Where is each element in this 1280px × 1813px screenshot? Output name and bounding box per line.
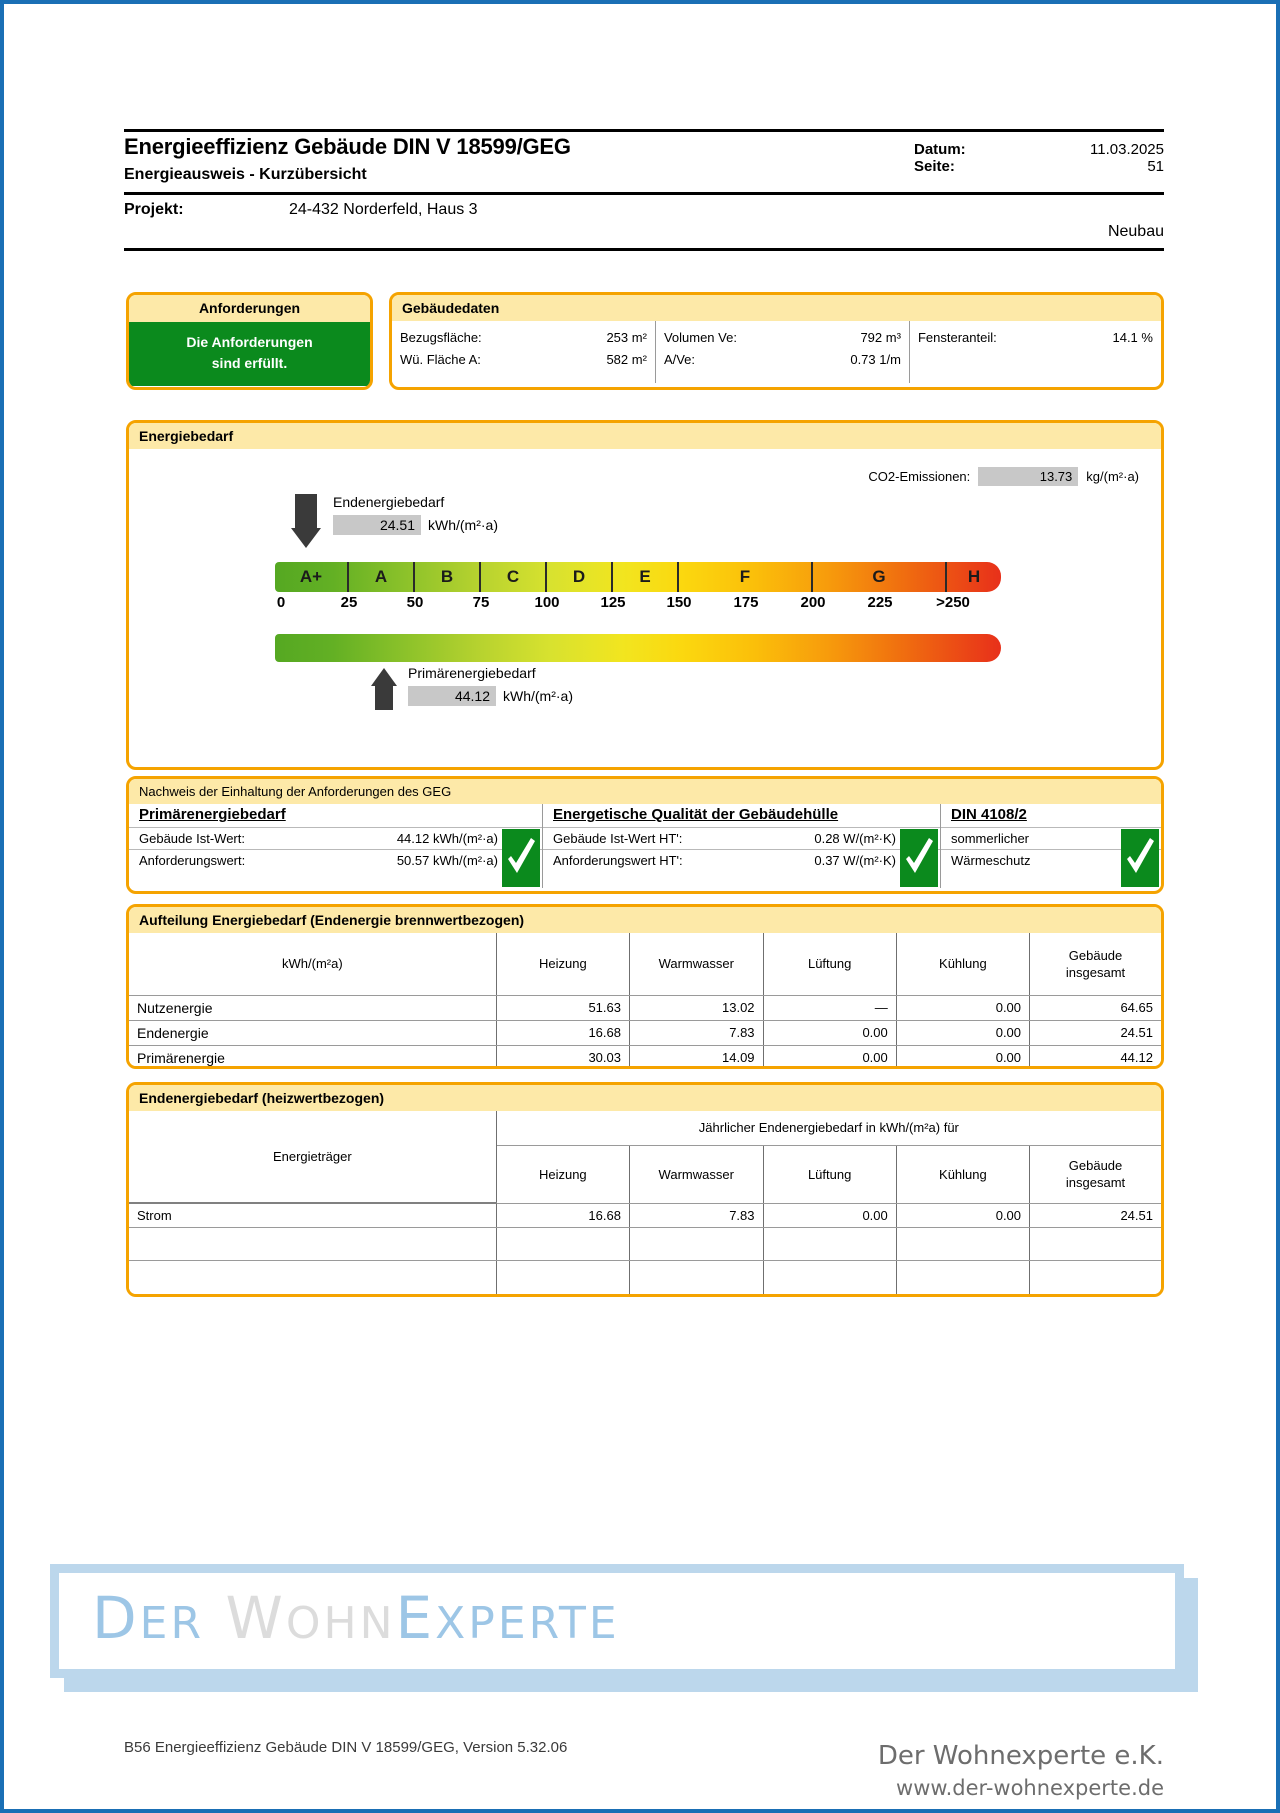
band-g: G: [813, 562, 947, 592]
split-row-primaerenergie-label: Primärenergie: [129, 1045, 496, 1069]
footer-version-text: B56 Energieeffizienz Gebäude DIN V 18599/GEG, Version 5.32.06: [124, 1739, 568, 1756]
split-primaerenergie-lueftung: 0.00: [763, 1045, 896, 1069]
page-number: 51: [1147, 158, 1164, 175]
co2-value: 13.73: [978, 467, 1078, 486]
geg-col2-row: [543, 827, 940, 849]
geg-col1-row2-number: 50.57: [396, 853, 430, 868]
split-endenergie-heizung: 16.68: [496, 1020, 629, 1045]
final-energy-span-header: Jährlicher Endenergiebedarf in kWh/(m²a) für: [496, 1111, 1161, 1145]
geg-col1-row2-label: Anforderungswert:: [139, 853, 246, 868]
geg-column-envelope-quality: [543, 804, 941, 888]
split-endenergie-warmwasser: 7.83: [629, 1020, 763, 1045]
split-primaerenergie-gesamt: 44.12: [1120, 1050, 1153, 1065]
final-col-lueftung: Lüftung: [763, 1145, 896, 1203]
geg-col1-row1-number: 44.12: [396, 831, 430, 846]
page-row: [914, 158, 1164, 175]
endenergie-label: Endenergiebedarf: [333, 494, 445, 510]
tick-25: 25: [340, 594, 358, 611]
final-empty2-warmwasser: [629, 1261, 763, 1294]
date-row: [914, 141, 1164, 158]
co2-emissions-row: [129, 449, 1161, 486]
split-nutzenergie-lueftung: —: [763, 995, 896, 1020]
building-data-column-1: [392, 321, 656, 383]
geg-col2-row2-number: 0.37: [814, 853, 840, 868]
table-header-row: [129, 933, 1161, 995]
split-nutzenergie-heizung: 51.63: [496, 995, 629, 1020]
geg-col2-row1-label: Gebäude Ist-Wert HT':: [553, 831, 683, 846]
date-label: Datum:: [914, 141, 966, 158]
requirements-panel: [126, 292, 373, 390]
co2-unit: kg/(m²·a): [1086, 469, 1139, 484]
band-a: A: [349, 562, 415, 592]
endenergie-arrow-head-icon: [291, 528, 321, 548]
final-empty1-warmwasser: [629, 1228, 763, 1261]
table-row: [129, 995, 1161, 1020]
wue-flaeche-number: 582: [606, 352, 629, 367]
split-col-total: [1030, 933, 1161, 995]
geg-col1-title: Primärenergiebedarf: [139, 806, 286, 823]
logo-ohn: OHN: [285, 1598, 396, 1649]
split-row-endenergie-label: Endenergie: [129, 1020, 496, 1045]
geg-col3-row1: sommerlicher: [941, 827, 1161, 849]
final-empty2-kuehlung: [896, 1261, 1029, 1294]
primaerenergie-arrow-shaft: [375, 684, 393, 710]
table-row: [129, 1228, 1161, 1261]
final-empty1-kuehlung: [896, 1228, 1029, 1261]
final-row-empty2-label: [129, 1261, 496, 1294]
project-label: Projekt:: [124, 201, 184, 218]
building-data-row: [918, 327, 1153, 349]
company-logo-watermark: [50, 1564, 1198, 1692]
efficiency-bar-bottom: [275, 634, 1001, 662]
tick-50: 50: [406, 594, 424, 611]
ave-unit: 1/m: [879, 352, 901, 367]
final-row-empty1-label: [129, 1228, 496, 1261]
table-row: [129, 1203, 1161, 1228]
efficiency-band-labels: [275, 562, 1001, 592]
bezugsflaeche-unit: m²: [631, 330, 647, 345]
document-footer: [124, 1739, 1164, 1803]
final-strom-heizung: 16.68: [496, 1203, 629, 1228]
ave-value: [850, 349, 901, 371]
date-value: 11.03.2025: [1090, 141, 1164, 158]
geg-column-din-4108: [941, 804, 1161, 888]
logo-e: E: [395, 1584, 436, 1652]
table-row: [129, 1020, 1161, 1045]
ave-label: A/Ve:: [663, 352, 696, 367]
band-h: H: [967, 567, 981, 586]
split-endenergie-lueftung: 0.00: [763, 1020, 896, 1045]
final-empty1-gesamt: [1030, 1228, 1161, 1261]
building-data-row: [400, 327, 647, 349]
band-a-plus: A+: [275, 562, 349, 592]
table-row: [129, 1045, 1161, 1069]
fensteranteil-label: Fensteranteil:: [917, 330, 997, 345]
final-energy-table: [129, 1111, 1161, 1294]
final-empty2-gesamt: [1030, 1261, 1161, 1294]
split-col-heizung: Heizung: [496, 933, 629, 995]
split-col-total-line2: insgesamt: [1065, 964, 1126, 980]
energy-efficiency-scale: [275, 494, 1015, 704]
geg-col1-row2-value: [397, 850, 498, 871]
volumen-label: Volumen Ve:: [663, 330, 737, 345]
geg-compliance-panel: [126, 776, 1164, 894]
page-title: Energieeffizienz Gebäude DIN V 18599/GEG: [124, 134, 571, 159]
project-row: [124, 195, 1164, 219]
fensteranteil-value: [1112, 327, 1153, 349]
final-empty2-heizung: [496, 1261, 629, 1294]
geg-col2-checkmark-icon: [900, 829, 938, 887]
energy-split-table: [129, 933, 1161, 1069]
wue-flaeche-value: [606, 349, 647, 371]
final-energy-title: Endenergiebedarf (heizwertbezogen): [129, 1085, 1161, 1111]
primaerenergie-unit: kWh/(m²·a): [503, 688, 573, 704]
split-nutzenergie-gesamt: 64.65: [1030, 995, 1161, 1020]
logo-er: ER: [139, 1598, 205, 1649]
tick-250: >250: [936, 594, 970, 611]
final-strom-kuehlung: 0.00: [896, 1203, 1029, 1228]
band-e: E: [613, 562, 679, 592]
geg-col1-row: [129, 849, 542, 871]
building-data-row: [664, 349, 901, 371]
tick-125: 125: [600, 594, 626, 611]
building-data-title: Gebäudedaten: [392, 295, 1161, 321]
fensteranteil-number: 14.1: [1112, 330, 1138, 345]
split-col-kuehlung: Kühlung: [896, 933, 1029, 995]
geg-col1-row1-unit: kWh/(m²·a): [433, 831, 498, 846]
split-endenergie-kuehlung: 0.00: [896, 1020, 1029, 1045]
co2-label: CO2-Emissionen:: [868, 469, 971, 484]
requirements-title: Anforderungen: [129, 295, 370, 322]
geg-column-primary-energy: [129, 804, 543, 888]
efficiency-scale-ticks: [275, 594, 1015, 618]
header-title-row: [124, 132, 1164, 188]
page-subtitle: Energieausweis - Kurzübersicht: [124, 166, 367, 183]
band-f: F: [679, 562, 813, 592]
final-empty2-lueftung: [763, 1261, 896, 1294]
geg-col1-checkmark-icon: [502, 829, 540, 887]
tick-200: 200: [800, 594, 826, 611]
logo-d: D: [92, 1584, 140, 1652]
split-unit-header: kWh/(m²a): [129, 933, 496, 995]
geg-col3-checkmark-icon: [1121, 829, 1159, 887]
header-rule-bottom: [124, 248, 1164, 251]
primaerenergie-label: Primärenergiebedarf: [408, 665, 536, 681]
wue-flaeche-unit: m²: [631, 352, 647, 367]
final-col-total-line2: insgesamt: [1065, 1175, 1126, 1190]
geg-col1-row: [129, 827, 542, 849]
split-endenergie-gesamt: 24.51: [1030, 1020, 1161, 1045]
final-col-warmwasser: Warmwasser: [629, 1145, 763, 1203]
primaerenergie-annotation: [408, 665, 573, 706]
final-col-total: [1030, 1145, 1161, 1203]
geg-compliance-body: [129, 804, 1161, 888]
volumen-unit: m³: [885, 330, 901, 345]
volumen-number: 792: [860, 330, 883, 345]
logo-xperte: XPERTE: [435, 1598, 620, 1649]
final-col-heizung: Heizung: [496, 1145, 629, 1203]
tick-225: 225: [867, 594, 893, 611]
geg-col2-row2-unit: W/(m²·K): [843, 853, 896, 868]
building-data-body: [392, 321, 1161, 383]
final-energy-carrier-header: Energieträger: [129, 1111, 496, 1203]
geg-col3-title: DIN 4108/2: [951, 806, 1027, 823]
logo-w: W: [225, 1584, 286, 1652]
band-c: C: [481, 562, 547, 592]
building-data-column-2: [656, 321, 910, 383]
final-col-total-line1: Gebäude: [1068, 1158, 1123, 1173]
table-row: [129, 1261, 1161, 1294]
geg-col1-row1-label: Gebäude Ist-Wert:: [139, 831, 245, 846]
geg-col2-row1-number: 0.28: [814, 831, 840, 846]
geg-col2-row1-unit: W/(m²·K): [843, 831, 896, 846]
endenergie-arrow-shaft: [295, 494, 317, 528]
split-row-nutzenergie-label: Nutzenergie: [129, 995, 496, 1020]
document-header: [124, 129, 1164, 251]
wue-flaeche-label: Wü. Fläche A:: [400, 352, 481, 367]
tick-150: 150: [666, 594, 692, 611]
geg-col2-row1-value: [814, 828, 896, 849]
footer-website-url[interactable]: www.der-wohnexperte.de: [896, 1776, 1164, 1800]
requirements-status-line2: sind erfüllt.: [211, 355, 288, 371]
table-header-row-span: [129, 1111, 1161, 1145]
energy-split-title: Aufteilung Energiebedarf (Endenergie brennwertbezogen): [129, 907, 1161, 933]
endenergie-value: 24.51: [333, 515, 421, 535]
final-empty1-lueftung: [763, 1228, 896, 1261]
logo-text: [92, 1584, 620, 1652]
final-energy-panel: [126, 1082, 1164, 1297]
split-nutzenergie-kuehlung: 0.00: [896, 995, 1029, 1020]
split-col-lueftung: Lüftung: [763, 933, 896, 995]
final-strom-lueftung: 0.00: [763, 1203, 896, 1228]
primaerenergie-value: 44.12: [408, 686, 496, 706]
energy-split-panel: [126, 904, 1164, 1069]
endenergie-unit: kWh/(m²·a): [428, 517, 498, 533]
final-strom-gesamt: 24.51: [1030, 1203, 1161, 1228]
split-primaerenergie-heizung: 30.03: [496, 1045, 629, 1069]
band-d: D: [547, 562, 613, 592]
band-b: B: [415, 562, 481, 592]
final-col-kuehlung: Kühlung: [896, 1145, 1029, 1203]
tick-175: 175: [733, 594, 759, 611]
building-data-column-3: [910, 321, 1161, 383]
fensteranteil-unit: %: [1141, 330, 1153, 345]
tick-0: 0: [276, 594, 286, 611]
building-data-panel: [389, 292, 1164, 390]
header-meta: [914, 141, 1164, 175]
requirements-status-badge: [129, 322, 370, 386]
footer-company-block: [878, 1739, 1164, 1803]
bezugsflaeche-number: 253: [606, 330, 629, 345]
footer-company-name: Der Wohnexperte e.K.: [877, 1741, 1164, 1771]
endenergie-annotation: [333, 494, 498, 535]
tick-75: 75: [472, 594, 490, 611]
geg-col1-row1-value: [397, 828, 498, 849]
building-data-row: [400, 349, 647, 371]
split-primaerenergie-kuehlung: 0.00: [896, 1045, 1029, 1069]
tick-100: 100: [534, 594, 560, 611]
bezugsflaeche-label: Bezugsfläche:: [400, 330, 482, 345]
split-col-total-line1: Gebäude: [1068, 947, 1123, 963]
final-strom-warmwasser: 7.83: [629, 1203, 763, 1228]
building-type: Neubau: [1107, 223, 1164, 240]
geg-compliance-title: Nachweis der Einhaltung der Anforderungen des GEG: [129, 779, 1161, 804]
geg-col2-row: [543, 849, 940, 871]
geg-col2-row2-value: [814, 850, 896, 871]
final-empty1-heizung: [496, 1228, 629, 1261]
header-titles: [124, 132, 571, 188]
split-nutzenergie-warmwasser: 13.02: [629, 995, 763, 1020]
geg-col3-row2: Wärmeschutz: [941, 849, 1161, 871]
project-value: 24-432 Norderfeld, Haus 3: [289, 201, 478, 218]
geg-col2-row2-label: Anforderungswert HT':: [553, 853, 683, 868]
geg-col1-row2-unit: kWh/(m²·a): [433, 853, 498, 868]
page-label: Seite:: [914, 158, 955, 175]
split-primaerenergie-warmwasser: 14.09: [629, 1045, 763, 1069]
energy-demand-title: Energiebedarf: [129, 423, 1161, 449]
requirements-status-line1: Die Anforderungen: [186, 334, 313, 350]
ave-number: 0.73: [850, 352, 876, 367]
building-data-row: [664, 327, 901, 349]
split-col-warmwasser: Warmwasser: [629, 933, 763, 995]
bezugsflaeche-value: [606, 327, 647, 349]
geg-col2-title: Energetische Qualität der Gebäudehülle: [553, 806, 839, 823]
volumen-value: [860, 327, 901, 349]
final-row-strom-label: Strom: [129, 1203, 496, 1228]
energy-demand-panel: [126, 420, 1164, 770]
